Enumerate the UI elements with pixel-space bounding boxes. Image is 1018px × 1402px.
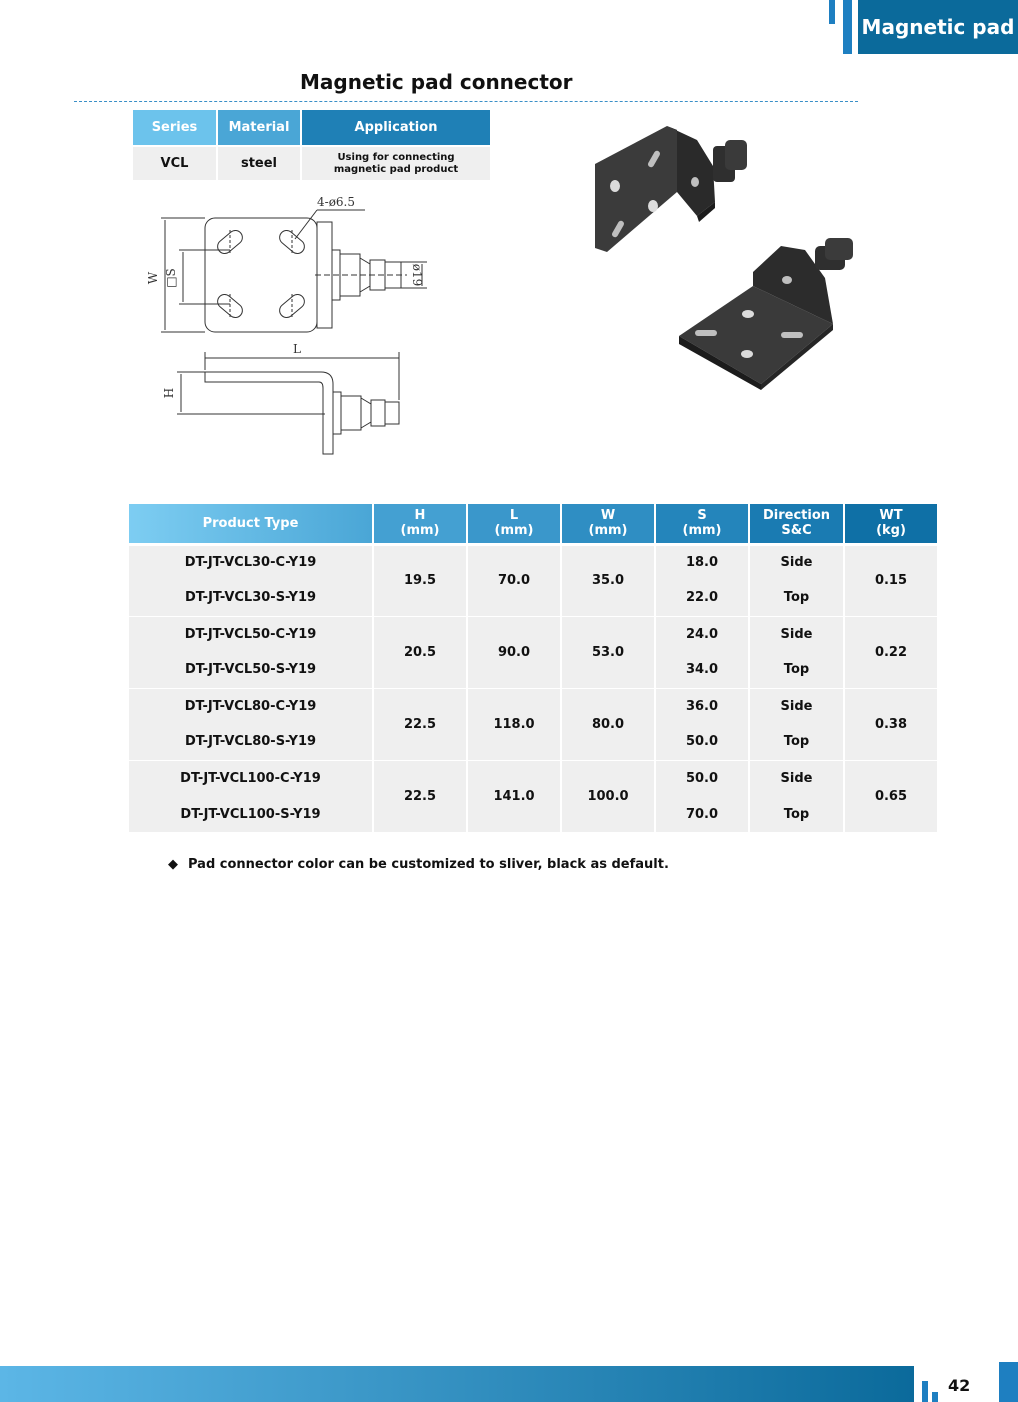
cell-s: 22.0	[655, 580, 749, 616]
cell-direction: Side	[749, 616, 844, 652]
cell-s: 70.0	[655, 796, 749, 832]
connector-image-upright	[595, 126, 747, 252]
connector-image-flat	[679, 238, 853, 390]
header-l-unit: (mm)	[494, 523, 534, 539]
cell-l: 90.0	[467, 616, 561, 688]
header-product-type: Product Type	[129, 504, 373, 544]
cell-direction: Side	[749, 688, 844, 724]
footnote	[168, 857, 669, 872]
cell-product-type: DT-JT-VCL100-S-Y19	[129, 796, 373, 832]
footer-accent-bar	[932, 1392, 938, 1402]
spec-row	[133, 146, 491, 180]
cell-direction: Top	[749, 580, 844, 616]
diamond-bullet-icon: ◆	[168, 857, 178, 872]
table-row	[129, 688, 938, 724]
header-wt-unit: (kg)	[876, 523, 906, 539]
header-accent-bar	[843, 0, 852, 54]
cell-s: 18.0	[655, 544, 749, 580]
header-h	[373, 504, 467, 544]
header-accent-bar	[829, 0, 835, 24]
spec-application-line: Using for connecting	[337, 151, 455, 163]
header-h-unit: (mm)	[400, 523, 440, 539]
table-row	[129, 544, 938, 580]
product-photo	[585, 118, 865, 390]
cell-direction: Side	[749, 760, 844, 796]
cell-wt: 0.65	[844, 760, 938, 832]
dim-label-l: L	[293, 342, 301, 356]
cell-direction: Top	[749, 796, 844, 832]
header-s-unit: (mm)	[682, 523, 722, 539]
cell-product-type: DT-JT-VCL50-S-Y19	[129, 652, 373, 688]
cell-l: 141.0	[467, 760, 561, 832]
dim-label-w: W	[146, 271, 160, 285]
cell-h: 22.5	[373, 688, 467, 760]
header-direction	[749, 504, 844, 544]
dim-label-dia: ø19	[410, 263, 424, 287]
cell-s: 24.0	[655, 616, 749, 652]
cell-w: 100.0	[561, 760, 655, 832]
cell-product-type: DT-JT-VCL50-C-Y19	[129, 616, 373, 652]
header-s-label: S	[697, 508, 707, 524]
header-w-label: W	[600, 508, 616, 524]
header-w-unit: (mm)	[588, 523, 628, 539]
cell-s: 50.0	[655, 760, 749, 796]
spec-material: steel	[217, 146, 301, 180]
footer-bar	[0, 1366, 914, 1402]
footer-accent-bar	[922, 1381, 928, 1402]
cell-direction: Top	[749, 652, 844, 688]
product-table-header	[129, 504, 938, 544]
header-l-label: L	[509, 508, 519, 524]
cell-product-type: DT-JT-VCL80-C-Y19	[129, 688, 373, 724]
spec-application	[301, 146, 491, 180]
footnote-text: Pad connector color can be customized to sliver, black as default.	[188, 857, 669, 872]
dim-label-s: □S	[164, 268, 178, 288]
cell-wt: 0.15	[844, 544, 938, 616]
cell-direction: Side	[749, 544, 844, 580]
cell-direction: Top	[749, 724, 844, 760]
cell-wt: 0.38	[844, 688, 938, 760]
cell-h: 22.5	[373, 760, 467, 832]
spec-header-row	[133, 110, 491, 146]
spec-header-application: Application	[301, 110, 491, 146]
cell-h: 19.5	[373, 544, 467, 616]
spec-header-series: Series	[133, 110, 217, 146]
header-wt	[844, 504, 938, 544]
header-wt-label: WT	[879, 508, 903, 524]
section-tab: Magnetic pad	[858, 0, 1018, 54]
cell-w: 80.0	[561, 688, 655, 760]
cell-l: 118.0	[467, 688, 561, 760]
header-direction-label: Direction	[762, 508, 831, 524]
header-direction-sub: S&C	[781, 523, 812, 539]
header-l	[467, 504, 561, 544]
cell-product-type: DT-JT-VCL30-S-Y19	[129, 580, 373, 616]
cell-product-type: DT-JT-VCL30-C-Y19	[129, 544, 373, 580]
title-divider	[74, 101, 858, 102]
cell-wt: 0.22	[844, 616, 938, 688]
spec-application-line: magnetic pad product	[333, 163, 459, 175]
footer-edge-bar	[999, 1362, 1018, 1402]
dim-label-holes: 4-ø6.5	[317, 195, 355, 209]
product-table	[129, 504, 939, 832]
page-title: Magnetic pad connector	[300, 70, 573, 94]
table-row	[129, 760, 938, 796]
cell-product-type: DT-JT-VCL100-C-Y19	[129, 760, 373, 796]
spec-series: VCL	[133, 146, 217, 180]
dim-label-h: H	[162, 387, 176, 399]
cell-w: 35.0	[561, 544, 655, 616]
spec-table	[133, 110, 492, 180]
header-s	[655, 504, 749, 544]
header-w	[561, 504, 655, 544]
cell-s: 36.0	[655, 688, 749, 724]
page-number: 42	[948, 1376, 971, 1395]
cell-l: 70.0	[467, 544, 561, 616]
cell-w: 53.0	[561, 616, 655, 688]
spec-header-material: Material	[217, 110, 301, 146]
cell-product-type: DT-JT-VCL80-S-Y19	[129, 724, 373, 760]
cell-s: 50.0	[655, 724, 749, 760]
technical-drawing	[145, 192, 435, 467]
cell-s: 34.0	[655, 652, 749, 688]
table-row	[129, 616, 938, 652]
cell-h: 20.5	[373, 616, 467, 688]
header-h-label: H	[414, 508, 426, 524]
